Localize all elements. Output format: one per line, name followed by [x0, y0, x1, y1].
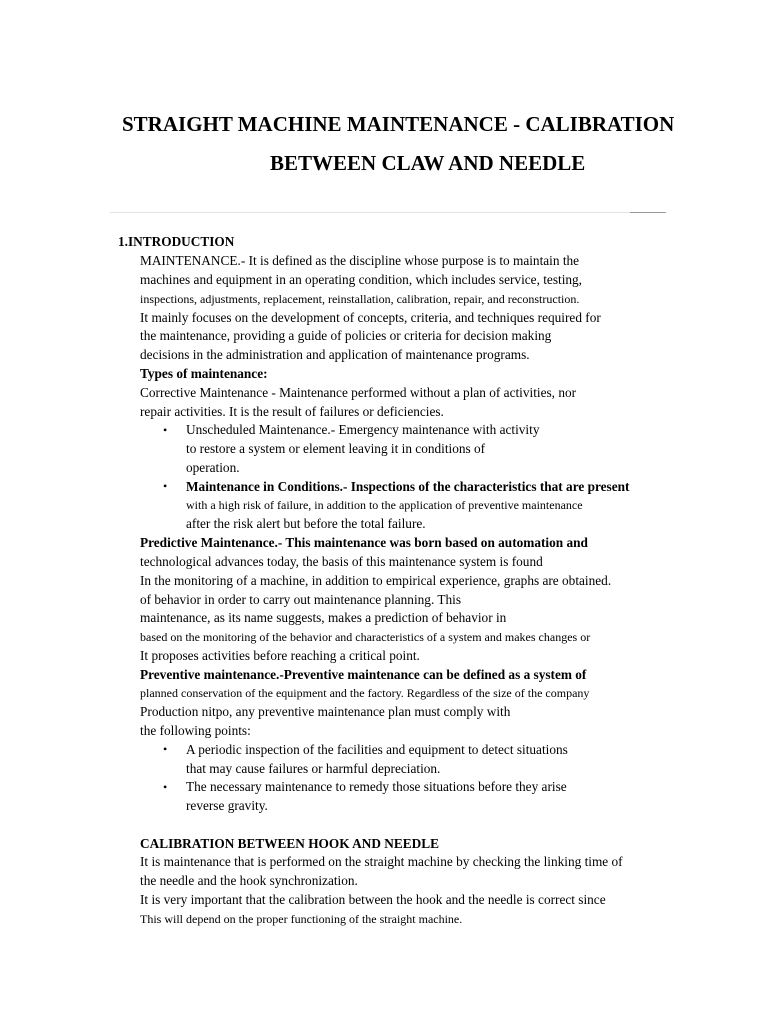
bullet-marker: • [163, 479, 168, 493]
intro-line: inspections, adjustments, replacement, reinstallation, calibration, repair, and reconstruction. [140, 292, 580, 306]
subheading-types-of-maintenance: Types of maintenance: [140, 366, 268, 381]
header-divider [110, 212, 666, 213]
bullet-line: A periodic inspection of the facilities and equipment to detect situations [186, 742, 568, 757]
predictive-line: It proposes activities before reaching a critical point. [140, 648, 420, 663]
preventive-line: the following points: [140, 723, 251, 738]
bullet-line: reverse gravity. [186, 798, 268, 813]
bullet-line: operation. [186, 460, 240, 475]
bullet-line: after the risk alert but before the total failure. [186, 516, 426, 531]
bullet-line: that may cause failures or harmful depreciation. [186, 761, 441, 776]
bullet-marker: • [163, 780, 168, 794]
document-title-line-2: BETWEEN CLAW AND NEEDLE [270, 151, 586, 175]
calibration-line: This will depend on the proper functioning of the straight machine. [140, 912, 463, 926]
intro-line: It mainly focuses on the development of concepts, criteria, and techniques required for [140, 310, 601, 325]
intro-line: MAINTENANCE.- It is defined as the discipline whose purpose is to maintain the [140, 253, 580, 268]
bullet-marker: • [163, 423, 168, 437]
predictive-line: based on the monitoring of the behavior and characteristics of a system and makes changes or [140, 630, 591, 644]
bullet-marker: • [163, 742, 168, 756]
preventive-line: Production nitpo, any preventive maintenance plan must comply with [140, 704, 511, 719]
preventive-line: Preventive maintenance.-Preventive maintenance can be defined as a system of [140, 667, 587, 682]
predictive-line: maintenance, as its name suggests, makes a prediction of behavior in [140, 610, 507, 625]
section-heading-calibration: CALIBRATION BETWEEN HOOK AND NEEDLE [140, 836, 439, 851]
bullet-line: The necessary maintenance to remedy those situations before they arise [186, 779, 567, 794]
intro-line: machines and equipment in an operating condition, which includes service, testing, [140, 272, 583, 287]
intro-line: the maintenance, providing a guide of policies or criteria for decision making [140, 328, 552, 343]
predictive-line: of behavior in order to carry out maintenance planning. This [140, 592, 461, 607]
corrective-line: repair activities. It is the result of failures or deficiencies. [140, 404, 444, 419]
section-heading-introduction: 1.INTRODUCTION [118, 234, 235, 249]
predictive-line: In the monitoring of a machine, in addition to empirical experience, graphs are obtained. [140, 573, 612, 588]
calibration-line: It is maintenance that is performed on the straight machine by checking the linking time of [140, 854, 623, 869]
header-divider-accent [630, 212, 666, 213]
preventive-line: planned conservation of the equipment and the factory. Regardless of the size of the company [140, 686, 590, 700]
bullet-line: with a high risk of failure, in addition to the application of preventive maintenance [186, 498, 583, 512]
predictive-line: Predictive Maintenance.- This maintenance was born based on automation and [140, 535, 588, 550]
bullet-line: Maintenance in Conditions.- Inspections of the characteristics that are present [186, 479, 630, 494]
calibration-line: It is very important that the calibration between the hook and the needle is correct since [140, 892, 606, 907]
predictive-line: technological advances today, the basis of this maintenance system is found [140, 554, 543, 569]
calibration-line: the needle and the hook synchronization. [140, 873, 358, 888]
bullet-line: Unscheduled Maintenance.- Emergency maintenance with activity [186, 422, 540, 437]
document-title-line-1: STRAIGHT MACHINE MAINTENANCE - CALIBRATION [122, 112, 675, 136]
intro-line: decisions in the administration and application of maintenance programs. [140, 347, 530, 362]
bullet-line: to restore a system or element leaving it in conditions of [186, 441, 486, 456]
corrective-line: Corrective Maintenance - Maintenance performed without a plan of activities, nor [140, 385, 577, 400]
